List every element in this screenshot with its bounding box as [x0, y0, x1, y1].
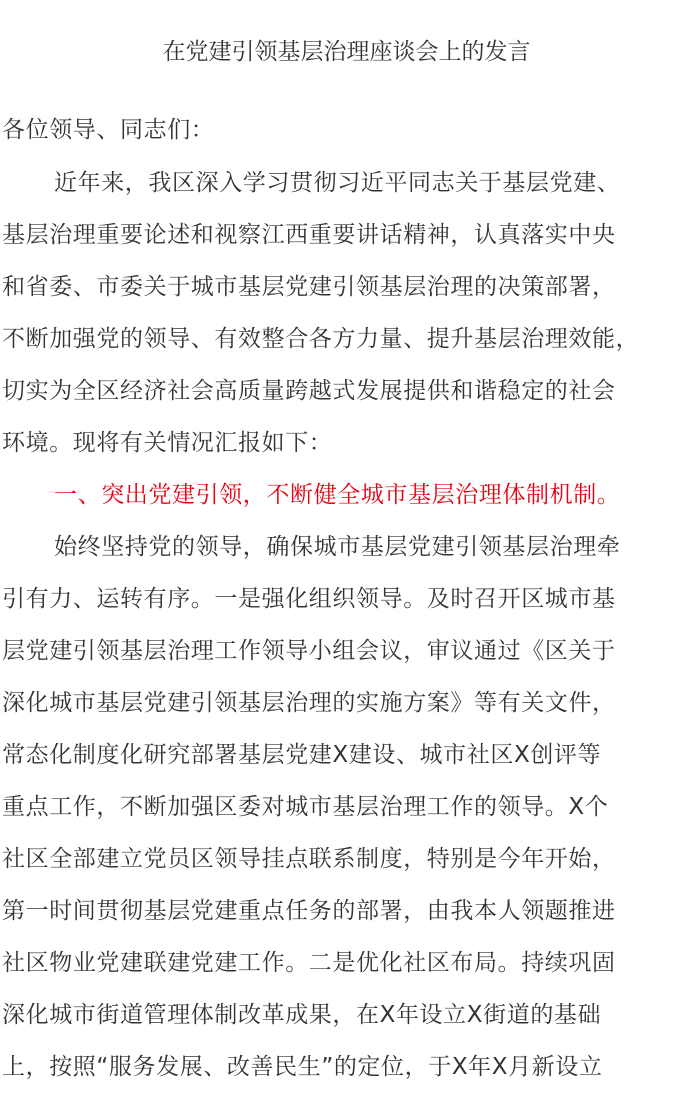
paragraph-line: 重点工作，不断加强区委对城市基层治理工作的领导。X个: [2, 794, 609, 820]
paragraph-line: 始终坚持党的领导，确保城市基层党建引领基层治理牵: [54, 534, 621, 560]
paragraph-line: 深化城市基层党建引领基层治理的实施方案》等有关文件，: [2, 690, 616, 716]
section-heading: 一、突出党建引领，不断健全城市基层治理体制机制。: [54, 482, 621, 508]
paragraph-line: 层党建引领基层治理工作领导小组会议，审议通过《区关于: [2, 638, 616, 664]
greeting: 各位领导、同志们：: [2, 117, 215, 143]
paragraph-line: 引有力、运转有序。一是强化组织领导。及时召开区城市基: [2, 586, 616, 612]
paragraph-line: 基层治理重要论述和视察江西重要讲话精神，认真落实中央: [2, 222, 616, 248]
paragraph-line: 第一时间贯彻基层党建重点任务的部署，由我本人领题推进: [2, 898, 616, 924]
paragraph-line: 切实为全区经济社会高质量跨越式发展提供和谐稳定的社会: [2, 378, 616, 404]
paragraph-line: 和省委、市委关于城市基层党建引领基层治理的决策部署，: [2, 274, 616, 300]
paragraph-line: 深化城市街道管理体制改革成果，在X年设立X街道的基础: [2, 1002, 602, 1028]
paragraph-line: 环境。现将有关情况汇报如下：: [2, 430, 333, 456]
paragraph-line: 常态化制度化研究部署基层党建X建设、城市社区X创评等: [2, 742, 602, 768]
paragraph-line: 近年来，我区深入学习贯彻习近平同志关于基层党建、: [54, 170, 621, 196]
paragraph-line: 社区物业党建联建党建工作。二是优化社区布局。持续巩固: [2, 950, 616, 976]
paragraph-line: 上，按照“服务发展、改善民生”的定位，于X年X月新设立: [2, 1054, 603, 1080]
paragraph-line: 社区全部建立党员区领导挂点联系制度，特别是今年开始，: [2, 846, 616, 872]
document-title: 在党建引领基层治理座谈会上的发言: [162, 39, 531, 65]
paragraph-line: 不断加强党的领导、有效整合各方力量、提升基层治理效能，: [2, 326, 640, 352]
